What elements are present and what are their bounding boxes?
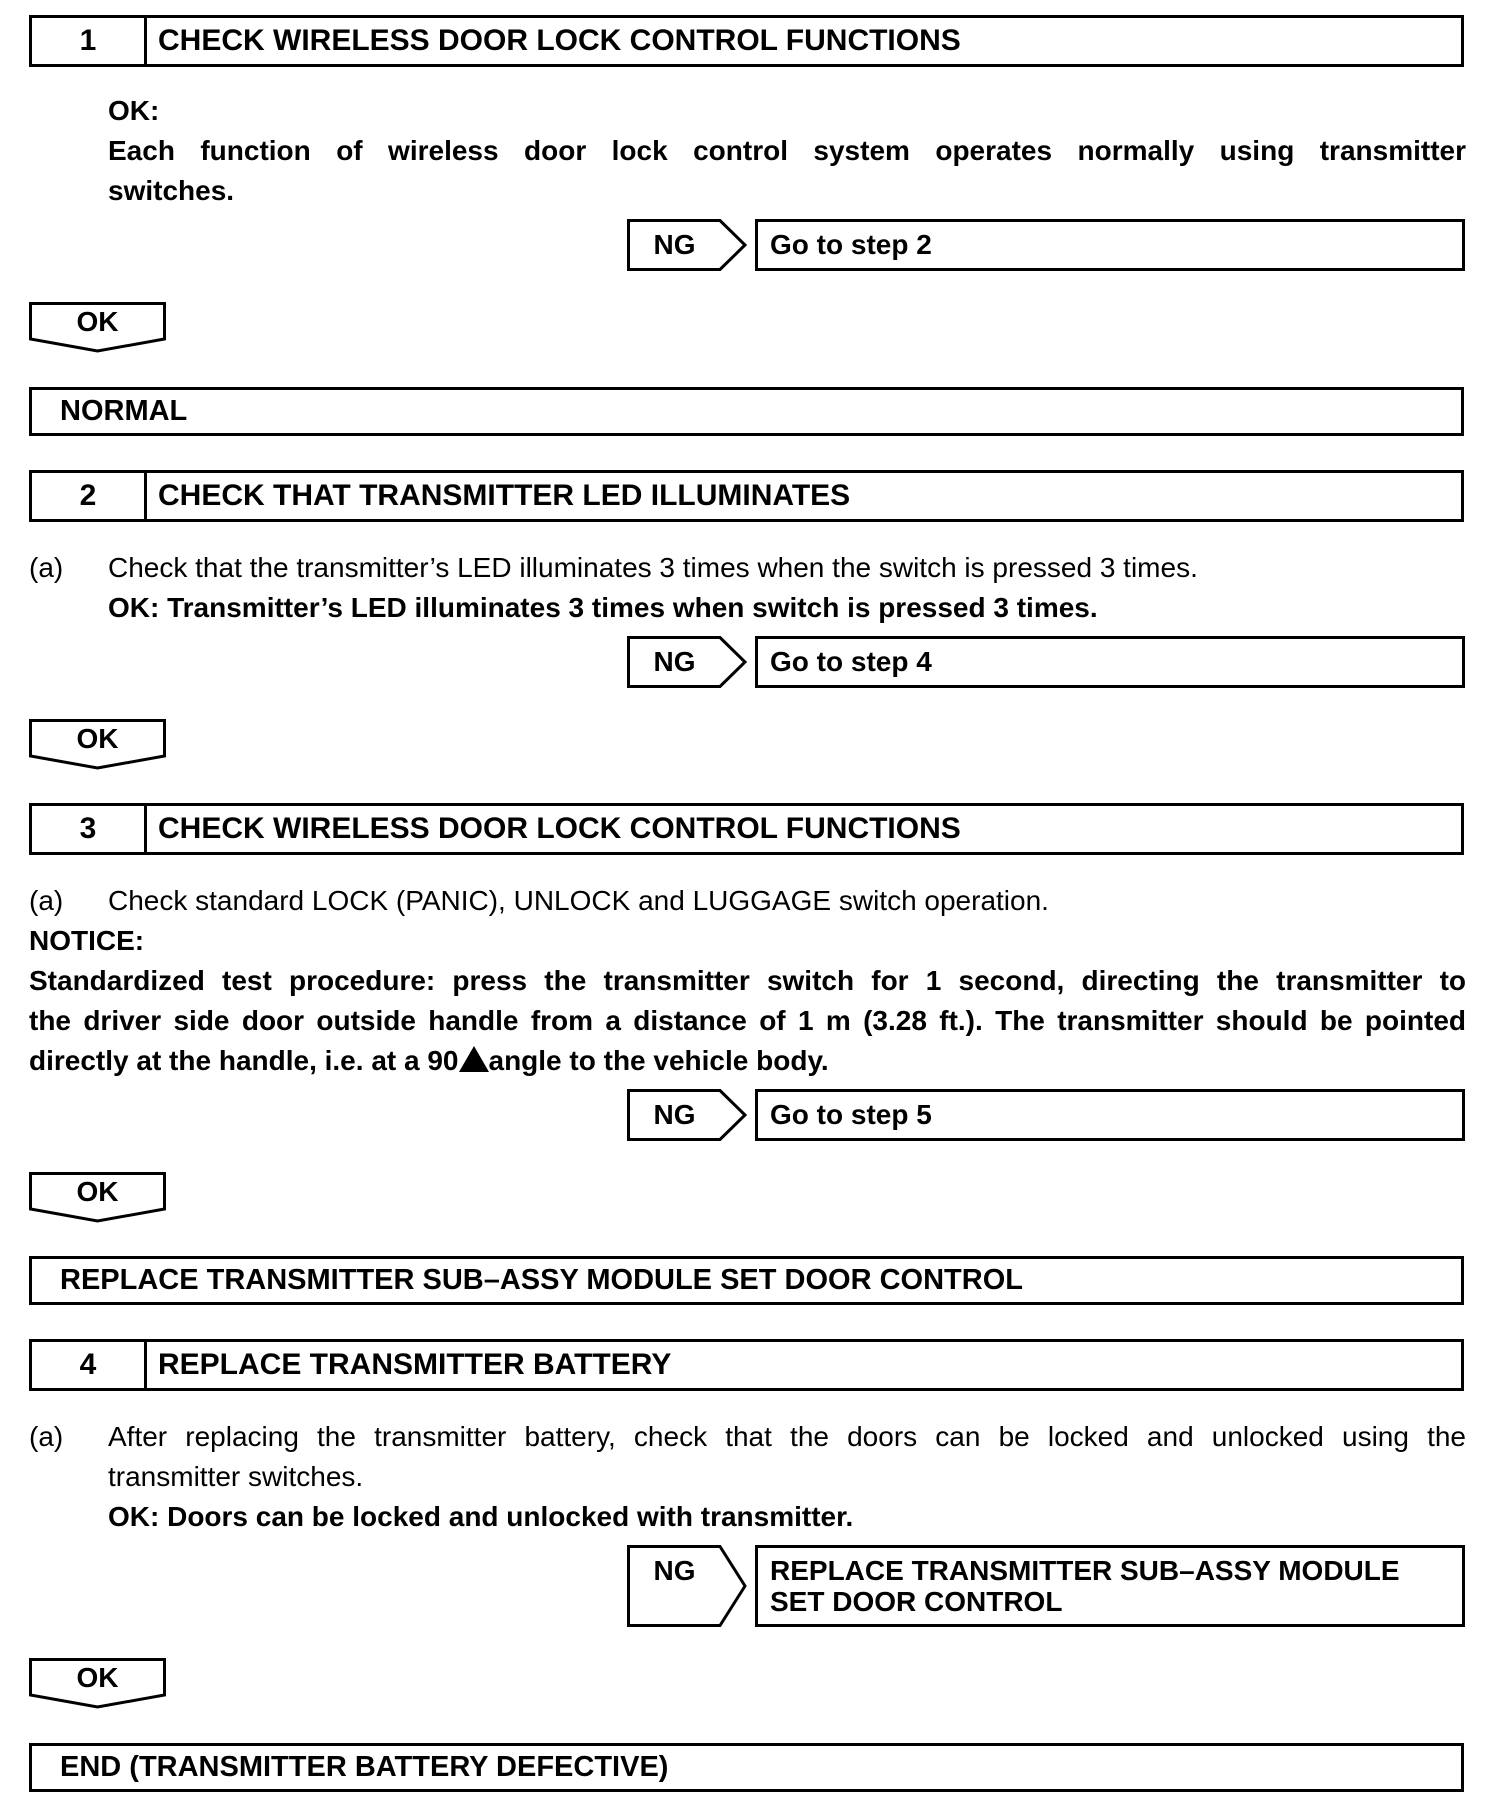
instruction-text: Check that the transmitter’s LED illuminates 3 times when the switch is pressed 3 times. [108,552,1198,583]
step-4-header [29,1339,1464,1391]
ng-destination-line: SET DOOR CONTROL [770,1586,1063,1617]
step-3-header [29,803,1464,855]
notice-line: Standardized test procedure: press the transmitter switch for 1 second, directing the transmitter to [29,965,1466,996]
result-normal: NORMAL [29,387,1464,436]
step-number: 1 [32,18,147,64]
list-marker: (a) [29,552,64,583]
ng-destination: Go to step 5 [755,1089,1465,1141]
result-replace: REPLACE TRANSMITTER SUB–ASSY MODULE SET DOOR CONTROL [29,1256,1464,1305]
ok-branch-tag [29,1172,166,1223]
ok-branch-tag [29,719,166,770]
list-marker: (a) [29,1421,64,1452]
ok-branch-tag [29,1658,166,1709]
degree-symbol-icon [459,1043,489,1083]
ok-criteria-label: OK: [108,95,160,126]
ng-branch-arrow [627,219,748,271]
ok-label: OK [76,1176,119,1207]
ng-label: NG [653,1555,696,1586]
notice-text: angle to the vehicle body. [488,1045,829,1076]
ng-label: NG [653,229,696,260]
ok-label: OK [76,1662,119,1693]
ng-destination: Go to step 4 [755,636,1465,688]
ng-label: NG [653,646,696,677]
list-marker: (a) [29,885,64,916]
instruction-text: transmitter switches. [108,1461,364,1492]
ng-destination-line: REPLACE TRANSMITTER SUB–ASSY MODULE [770,1555,1400,1586]
step-title: REPLACE TRANSMITTER BATTERY [158,1348,672,1381]
ng-branch-arrow [627,1089,748,1141]
instruction-text: After replacing the transmitter battery, check that the doors can be locked and unlocked using the [108,1421,1466,1452]
ok-label: OK [76,306,119,337]
notice-text: directly at the handle, i.e. at a 90 [29,1045,459,1076]
step-title: CHECK WIRELESS DOOR LOCK CONTROL FUNCTIONS [158,812,961,845]
step-2-header [29,470,1464,522]
ng-destination [755,1545,1465,1627]
notice-line: the driver side door outside handle from a distance of 1 m (3.28 ft.). The transmitter should be pointed [29,1005,1466,1036]
result-end: END (TRANSMITTER BATTERY DEFECTIVE) [29,1743,1464,1792]
notice-label: NOTICE: [29,925,145,956]
ok-criteria-text: OK: Transmitter’s LED illuminates 3 times when switch is pressed 3 times. [108,592,1098,623]
ng-branch-arrow [627,1545,748,1627]
instruction-text: Check standard LOCK (PANIC), UNLOCK and LUGGAGE switch operation. [108,885,1049,916]
step-title: CHECK THAT TRANSMITTER LED ILLUMINATES [158,479,851,512]
ng-label: NG [653,1099,696,1130]
ok-criteria-line: switches. [108,175,235,206]
ok-label: OK [76,723,119,754]
ok-branch-tag [29,302,166,353]
ok-criteria-text: OK: Doors can be locked and unlocked with transmitter. [108,1501,854,1532]
step-number: 2 [32,473,147,519]
ng-branch-arrow [627,636,748,688]
step-title: CHECK WIRELESS DOOR LOCK CONTROL FUNCTIONS [158,24,961,57]
step-number: 3 [32,806,147,852]
ok-criteria-line: Each function of wireless door lock control system operates normally using transmitter [108,135,1466,166]
step-1-header [29,15,1464,67]
ng-destination: Go to step 2 [755,219,1465,271]
step-number: 4 [32,1342,147,1388]
notice-line [29,1041,829,1083]
